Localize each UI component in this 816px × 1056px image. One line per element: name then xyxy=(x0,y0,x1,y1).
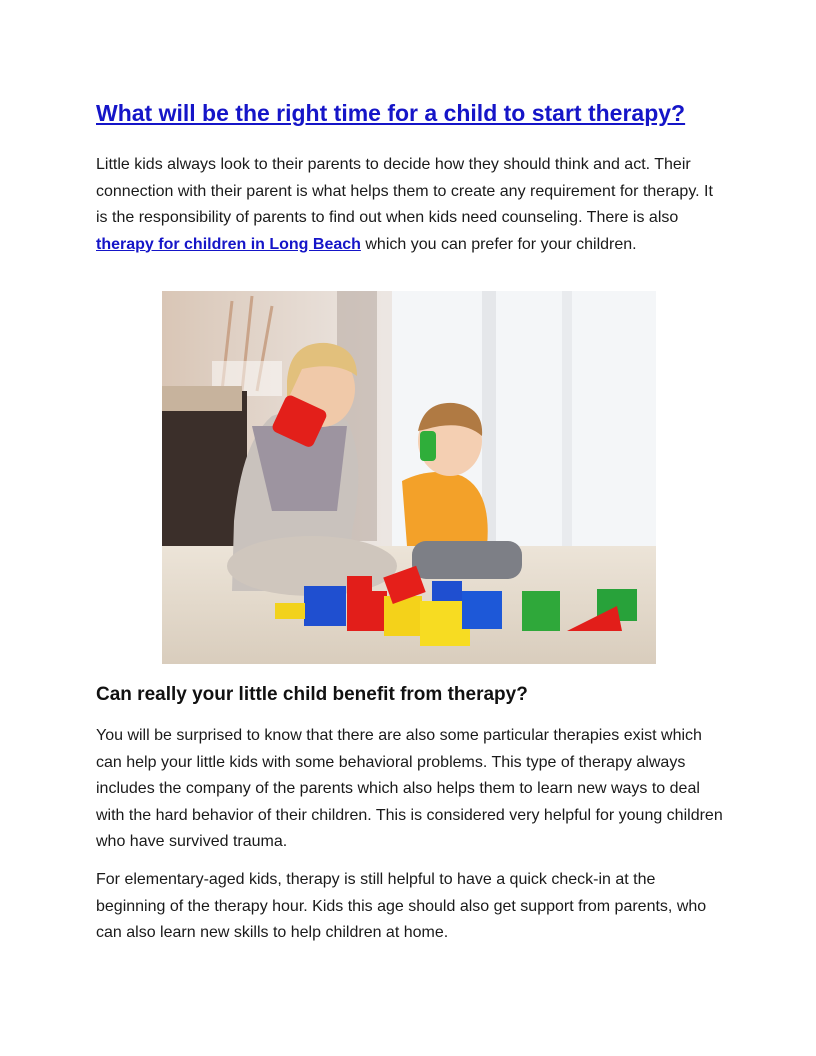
page-title xyxy=(96,96,726,130)
main-content xyxy=(96,96,726,258)
intro-text-after: which you can prefer for your children. xyxy=(360,235,637,253)
title-link[interactable]: What will be the right time for a child to start therapy? xyxy=(96,100,686,126)
therapy-link[interactable]: therapy for children in Long Beach xyxy=(96,235,361,253)
mother-child-photo xyxy=(162,291,656,664)
section-subheading: Can really your little child benefit from therapy? xyxy=(96,684,528,705)
body-paragraph-3: For elementary-aged kids, therapy is still helpful to have a quick check-in at the beginning of the therapy hour. Kids this age should also get support from parents, who can also learn new skills to help children at home. xyxy=(96,871,707,941)
intro-paragraph xyxy=(96,152,726,258)
intro-text-before: Little kids always look to their parents to decide how they should think and act. Their connection with their parent is what helps them to create any requirement for therapy. It is the responsibility of parents to find out when kids need counseling. There is also xyxy=(96,156,713,226)
body-paragraph-2: You will be surprised to know that there are also some particular therapies exist which can help your little kids with some behavioral problems. This type of therapy always includes the company of the parents which also helps them to learn new ways to deal with the hard behavior of their children. This is considered very helpful for young children who have survived trauma. xyxy=(96,727,723,850)
